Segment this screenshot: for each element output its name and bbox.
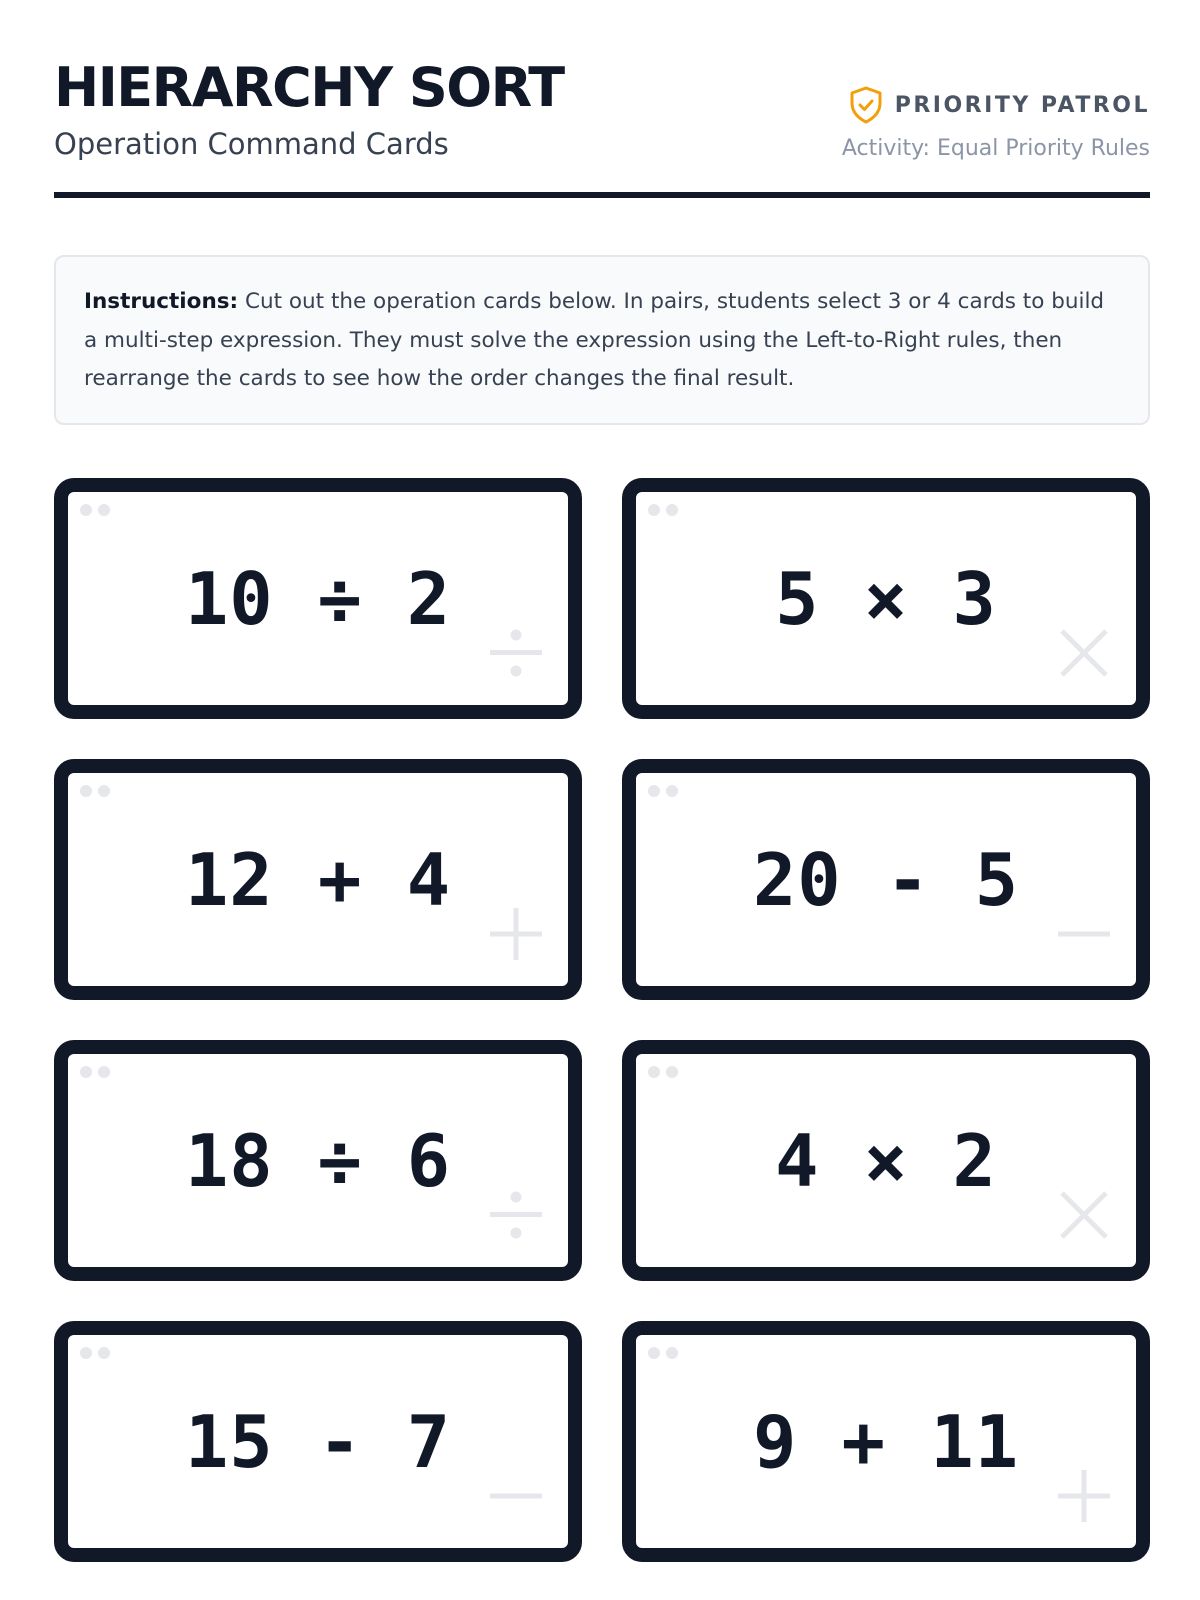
punch-hole xyxy=(666,785,678,797)
brand-name: PRIORITY PATROL xyxy=(894,92,1150,118)
plus-icon xyxy=(1056,1468,1112,1524)
punch-hole xyxy=(648,1347,660,1359)
plus-icon xyxy=(488,906,544,962)
shield-check-icon xyxy=(849,86,883,124)
operation-card xyxy=(54,478,582,719)
instructions-text: Cut out the operation cards below. In pairs, students select 3 or 4 cards to build a multi-step expression. They must solve the expression using the Left-to-Right rules, then rearrange the cards to see how the order changes the final result. xyxy=(84,289,1105,391)
operation-card xyxy=(622,759,1150,1000)
punch-holes xyxy=(80,1347,110,1359)
card-expression: 5 × 3 xyxy=(775,556,997,641)
punch-holes xyxy=(80,504,110,516)
activity-label: Activity: Equal Priority Rules xyxy=(841,136,1150,161)
operation-card xyxy=(54,1321,582,1562)
punch-hole xyxy=(648,504,660,516)
instructions-box xyxy=(54,255,1150,425)
punch-hole xyxy=(98,1347,110,1359)
brand xyxy=(849,86,1150,124)
divide-icon xyxy=(488,625,544,681)
operation-card xyxy=(54,1040,582,1281)
punch-holes xyxy=(80,1066,110,1078)
punch-hole xyxy=(648,1066,660,1078)
punch-holes xyxy=(648,1347,678,1359)
card-expression: 18 ÷ 6 xyxy=(184,1118,452,1203)
punch-hole xyxy=(666,1066,678,1078)
card-expression: 15 - 7 xyxy=(184,1399,452,1484)
punch-hole xyxy=(80,1066,92,1078)
punch-hole xyxy=(80,1347,92,1359)
punch-holes xyxy=(80,785,110,797)
card-expression: 20 - 5 xyxy=(752,837,1020,922)
page-title: HIERARCHY SORT xyxy=(54,56,564,119)
card-expression: 10 ÷ 2 xyxy=(184,556,452,641)
punch-hole xyxy=(80,785,92,797)
header-divider xyxy=(54,192,1150,198)
minus-icon xyxy=(1056,906,1112,962)
punch-hole xyxy=(98,785,110,797)
multiply-icon xyxy=(1056,1187,1112,1243)
punch-holes xyxy=(648,1066,678,1078)
minus-icon xyxy=(488,1468,544,1524)
divide-icon xyxy=(488,1187,544,1243)
operation-card xyxy=(622,1321,1150,1562)
operation-card xyxy=(54,759,582,1000)
instructions-label: Instructions: xyxy=(84,289,239,314)
punch-holes xyxy=(648,504,678,516)
multiply-icon xyxy=(1056,625,1112,681)
page-subtitle: Operation Command Cards xyxy=(54,127,449,161)
card-expression: 9 + 11 xyxy=(752,1399,1020,1484)
page-header xyxy=(54,58,1150,202)
punch-hole xyxy=(666,1347,678,1359)
card-expression: 12 + 4 xyxy=(184,837,452,922)
operation-card xyxy=(622,1040,1150,1281)
punch-hole xyxy=(666,504,678,516)
card-grid xyxy=(54,478,1150,1562)
card-expression: 4 × 2 xyxy=(775,1118,997,1203)
punch-holes xyxy=(648,785,678,797)
punch-hole xyxy=(98,504,110,516)
punch-hole xyxy=(98,1066,110,1078)
punch-hole xyxy=(648,785,660,797)
punch-hole xyxy=(80,504,92,516)
operation-card xyxy=(622,478,1150,719)
